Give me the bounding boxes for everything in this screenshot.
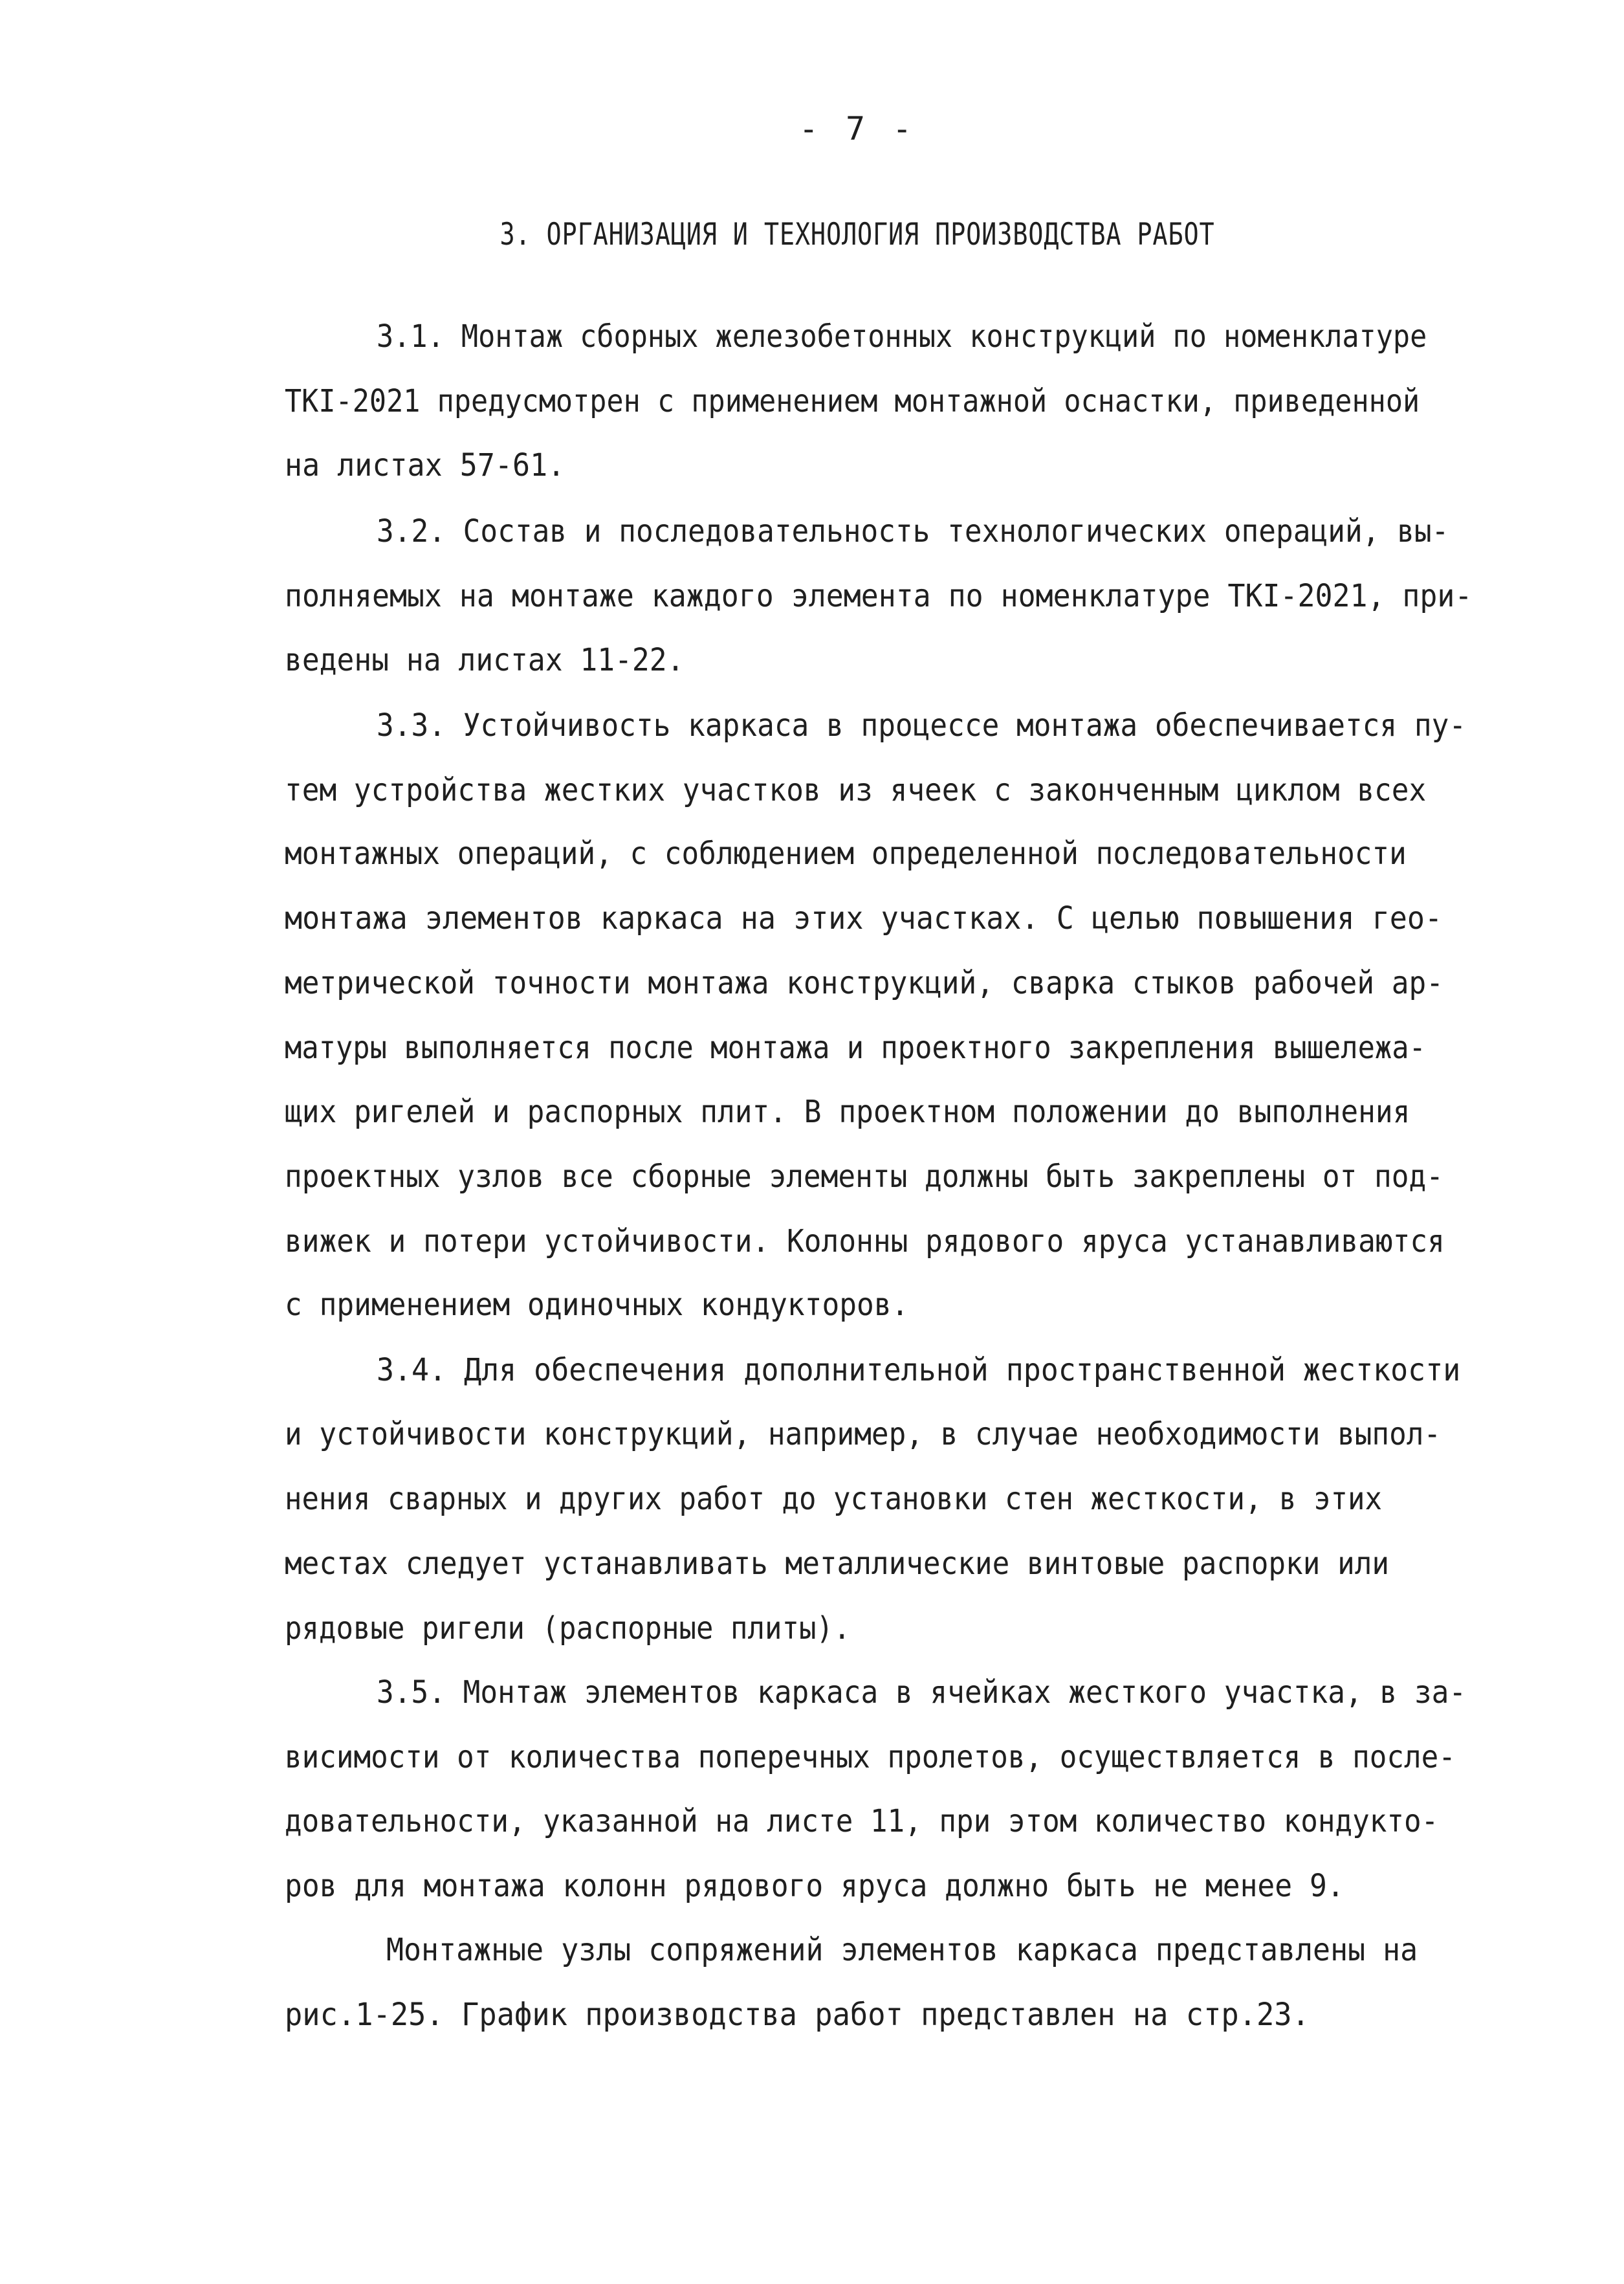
paragraph-3-3-line: монтажа элементов каркаса на этих участках. С целью повышения гео- (285, 900, 1443, 937)
paragraph-3-3-line: с применением одиночных кондукторов. (285, 1287, 909, 1323)
paragraph-3-4-line: и устойчивости конструкций, например, в случае необходимости выпол- (285, 1416, 1442, 1452)
paragraph-3-3-line: матуры выполняется после монтажа и проектного закрепления вышележа- (285, 1030, 1426, 1066)
paragraph-3-1-line: ТКI-2021 предусмотрен с применением монтажной оснастки, приведенной (285, 383, 1420, 419)
paragraph-3-3-line: проектных узлов все сборные элементы должны быть закреплены от под- (285, 1159, 1443, 1195)
paragraph-3-4-line: 3.4. Для обеспечения дополнительной пространственной жесткости (377, 1352, 1461, 1388)
paragraph-final-line: рис.1-25. График производства работ представлен на стр.23. (285, 1997, 1310, 2033)
paragraph-3-3-line: монтажных операций, с соблюдением определенной последовательности (285, 836, 1407, 872)
paragraph-3-5-line: 3.5. Монтаж элементов каркаса в ячейках жесткого участка, в за- (377, 1674, 1467, 1711)
paragraph-3-5-line: висимости от количества поперечных пролетов, осуществляется в после- (285, 1739, 1456, 1775)
paragraph-3-4-line: рядовые ригели (распорные плиты). (285, 1610, 851, 1646)
section-title: 3. ОРГАНИЗАЦИЯ И ТЕХНОЛОГИЯ ПРОИЗВОДСТВА РАБОТ (499, 217, 1215, 252)
paragraph-final-line: Монтажные узлы сопряжений элементов каркаса представлены на (386, 1932, 1418, 1968)
paragraph-3-2-line: полняемых на монтаже каждого элемента по номенклатуре ТКI-2021, при- (285, 578, 1473, 614)
paragraph-3-1-line: на листах 57-61. (285, 447, 565, 483)
paragraph-3-5-line: довательности, указанной на листе 11, при этом количество кондукто- (285, 1803, 1439, 1839)
paragraph-3-2-line: 3.2. Состав и последовательность технологических операций, вы- (377, 513, 1449, 549)
paragraph-3-4-line: местах следует устанавливать металлические винтовые распорки или (285, 1546, 1390, 1582)
paragraph-3-2-line: ведены на листах 11-22. (285, 642, 685, 678)
paragraph-3-4-line: нения сварных и других работ до установки стен жесткости, в этих (285, 1481, 1382, 1517)
paragraph-3-1-line: 3.1. Монтаж сборных железобетонных конструкций по номенклатуре (377, 318, 1427, 355)
paragraph-3-5-line: ров для монтажа колонн рядового яруса должно быть не менее 9. (285, 1868, 1344, 1904)
paragraph-3-3-line: щих ригелей и распорных плит. В проектном положении до выполнения (285, 1094, 1410, 1130)
page-number: - 7 - (798, 110, 916, 148)
paragraph-3-3-line: вижек и потери устойчивости. Колонны рядового яруса устанавливаются (285, 1223, 1445, 1259)
paragraph-3-3-line: метрической точности монтажа конструкций, сварка стыков рабочей ар- (285, 965, 1443, 1001)
paragraph-3-3-line: тем устройства жестких участков из ячеек с законченным циклом всех (285, 772, 1427, 808)
paragraph-3-3-line: 3.3. Устойчивость каркаса в процессе монтажа обеспечивается пу- (377, 707, 1467, 744)
